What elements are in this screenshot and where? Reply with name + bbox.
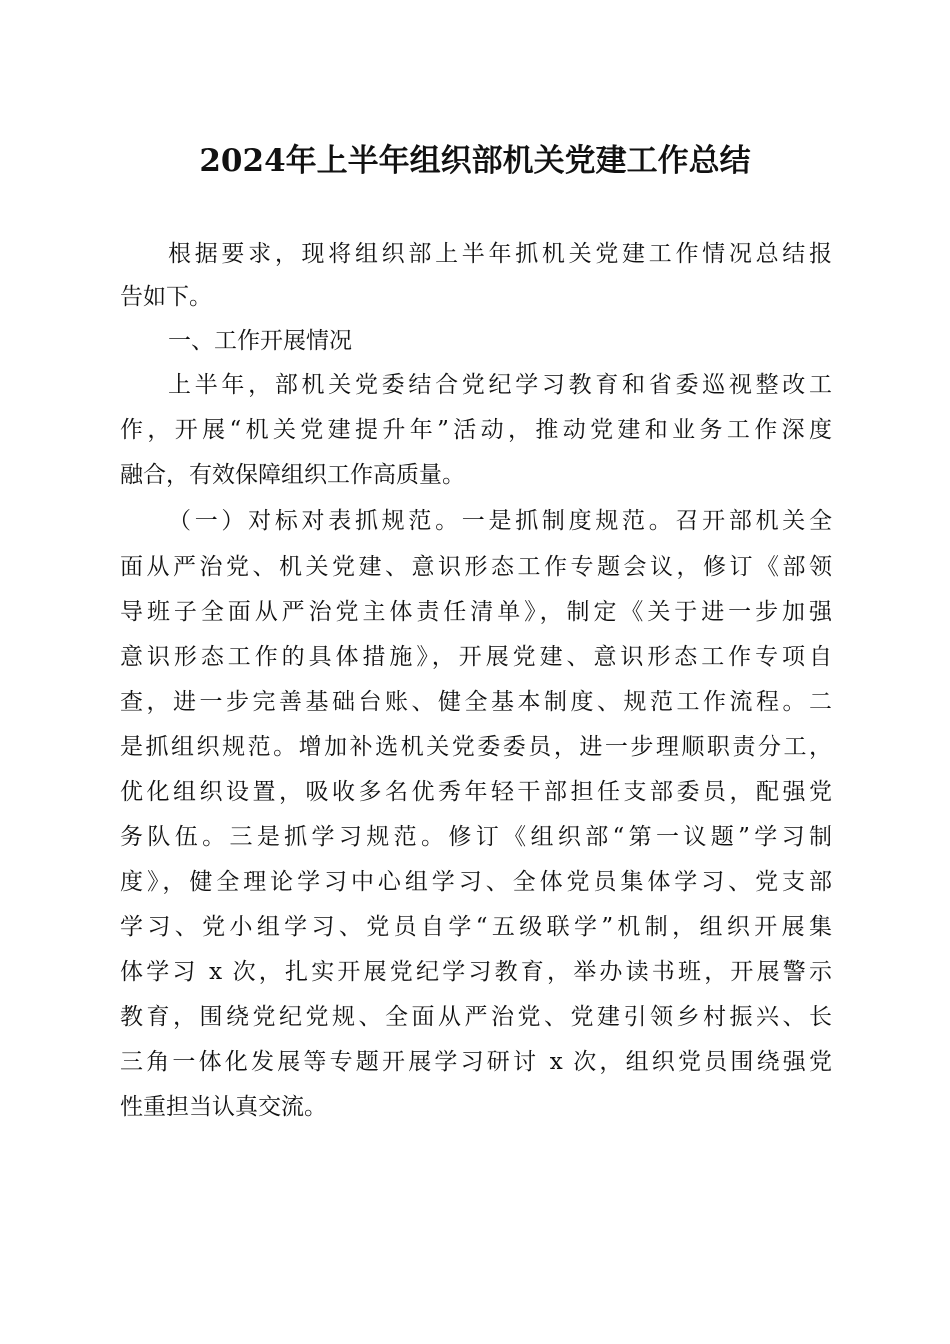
- paragraph-line: 务队伍。三是抓学习规范。修订《组织部“第一议题”学习制: [120, 824, 832, 850]
- paragraph-line: 度》，健全理论学习中心组学习、全体党员集体学习、党支部: [120, 869, 832, 895]
- paragraph-line: （一）对标对表抓规范。一是抓制度规范。召开部机关全: [168, 508, 832, 534]
- paragraph-line: 融合，有效保障组织工作高质量。: [120, 462, 465, 488]
- paragraph-line: 是抓组织规范。增加补选机关党委委员，进一步理顺职责分工，: [120, 734, 832, 760]
- section-heading: 一、工作开展情况: [168, 328, 352, 354]
- paragraph-line: 根据要求，现将组织部上半年抓机关党建工作情况总结报: [168, 241, 832, 267]
- paragraph-line: 导班子全面从严治党主体责任清单》，制定《关于进一步加强: [120, 599, 832, 625]
- paragraph-line: 查，进一步完善基础台账、健全基本制度、规范工作流程。二: [120, 689, 832, 715]
- paragraph-line: 体学习 x 次，扎实开展党纪学习教育，举办读书班，开展警示: [120, 959, 832, 985]
- paragraph-line: 意识形态工作的具体措施》，开展党建、意识形态工作专项自: [120, 644, 832, 670]
- paragraph-line: 面从严治党、机关党建、意识形态工作专题会议，修订《部领: [120, 554, 832, 580]
- document-title: 2024年上半年组织部机关党建工作总结: [199, 143, 751, 179]
- paragraph-line: 作，开展“机关党建提升年”活动，推动党建和业务工作深度: [120, 417, 832, 443]
- paragraph-line: 上半年，部机关党委结合党纪学习教育和省委巡视整改工: [168, 372, 832, 398]
- paragraph-line: 优化组织设置，吸收多名优秀年轻干部担任支部委员，配强党: [120, 779, 832, 805]
- paragraph-line: 性重担当认真交流。: [120, 1094, 327, 1120]
- paragraph-line: 三角一体化发展等专题开展学习研讨 x 次，组织党员围绕强党: [120, 1049, 832, 1075]
- paragraph-line: 教育，围绕党纪党规、全面从严治党、党建引领乡村振兴、长: [120, 1004, 832, 1030]
- paragraph-line: 学习、党小组学习、党员自学“五级联学”机制，组织开展集: [120, 914, 832, 940]
- paragraph-line: 告如下。: [120, 284, 212, 310]
